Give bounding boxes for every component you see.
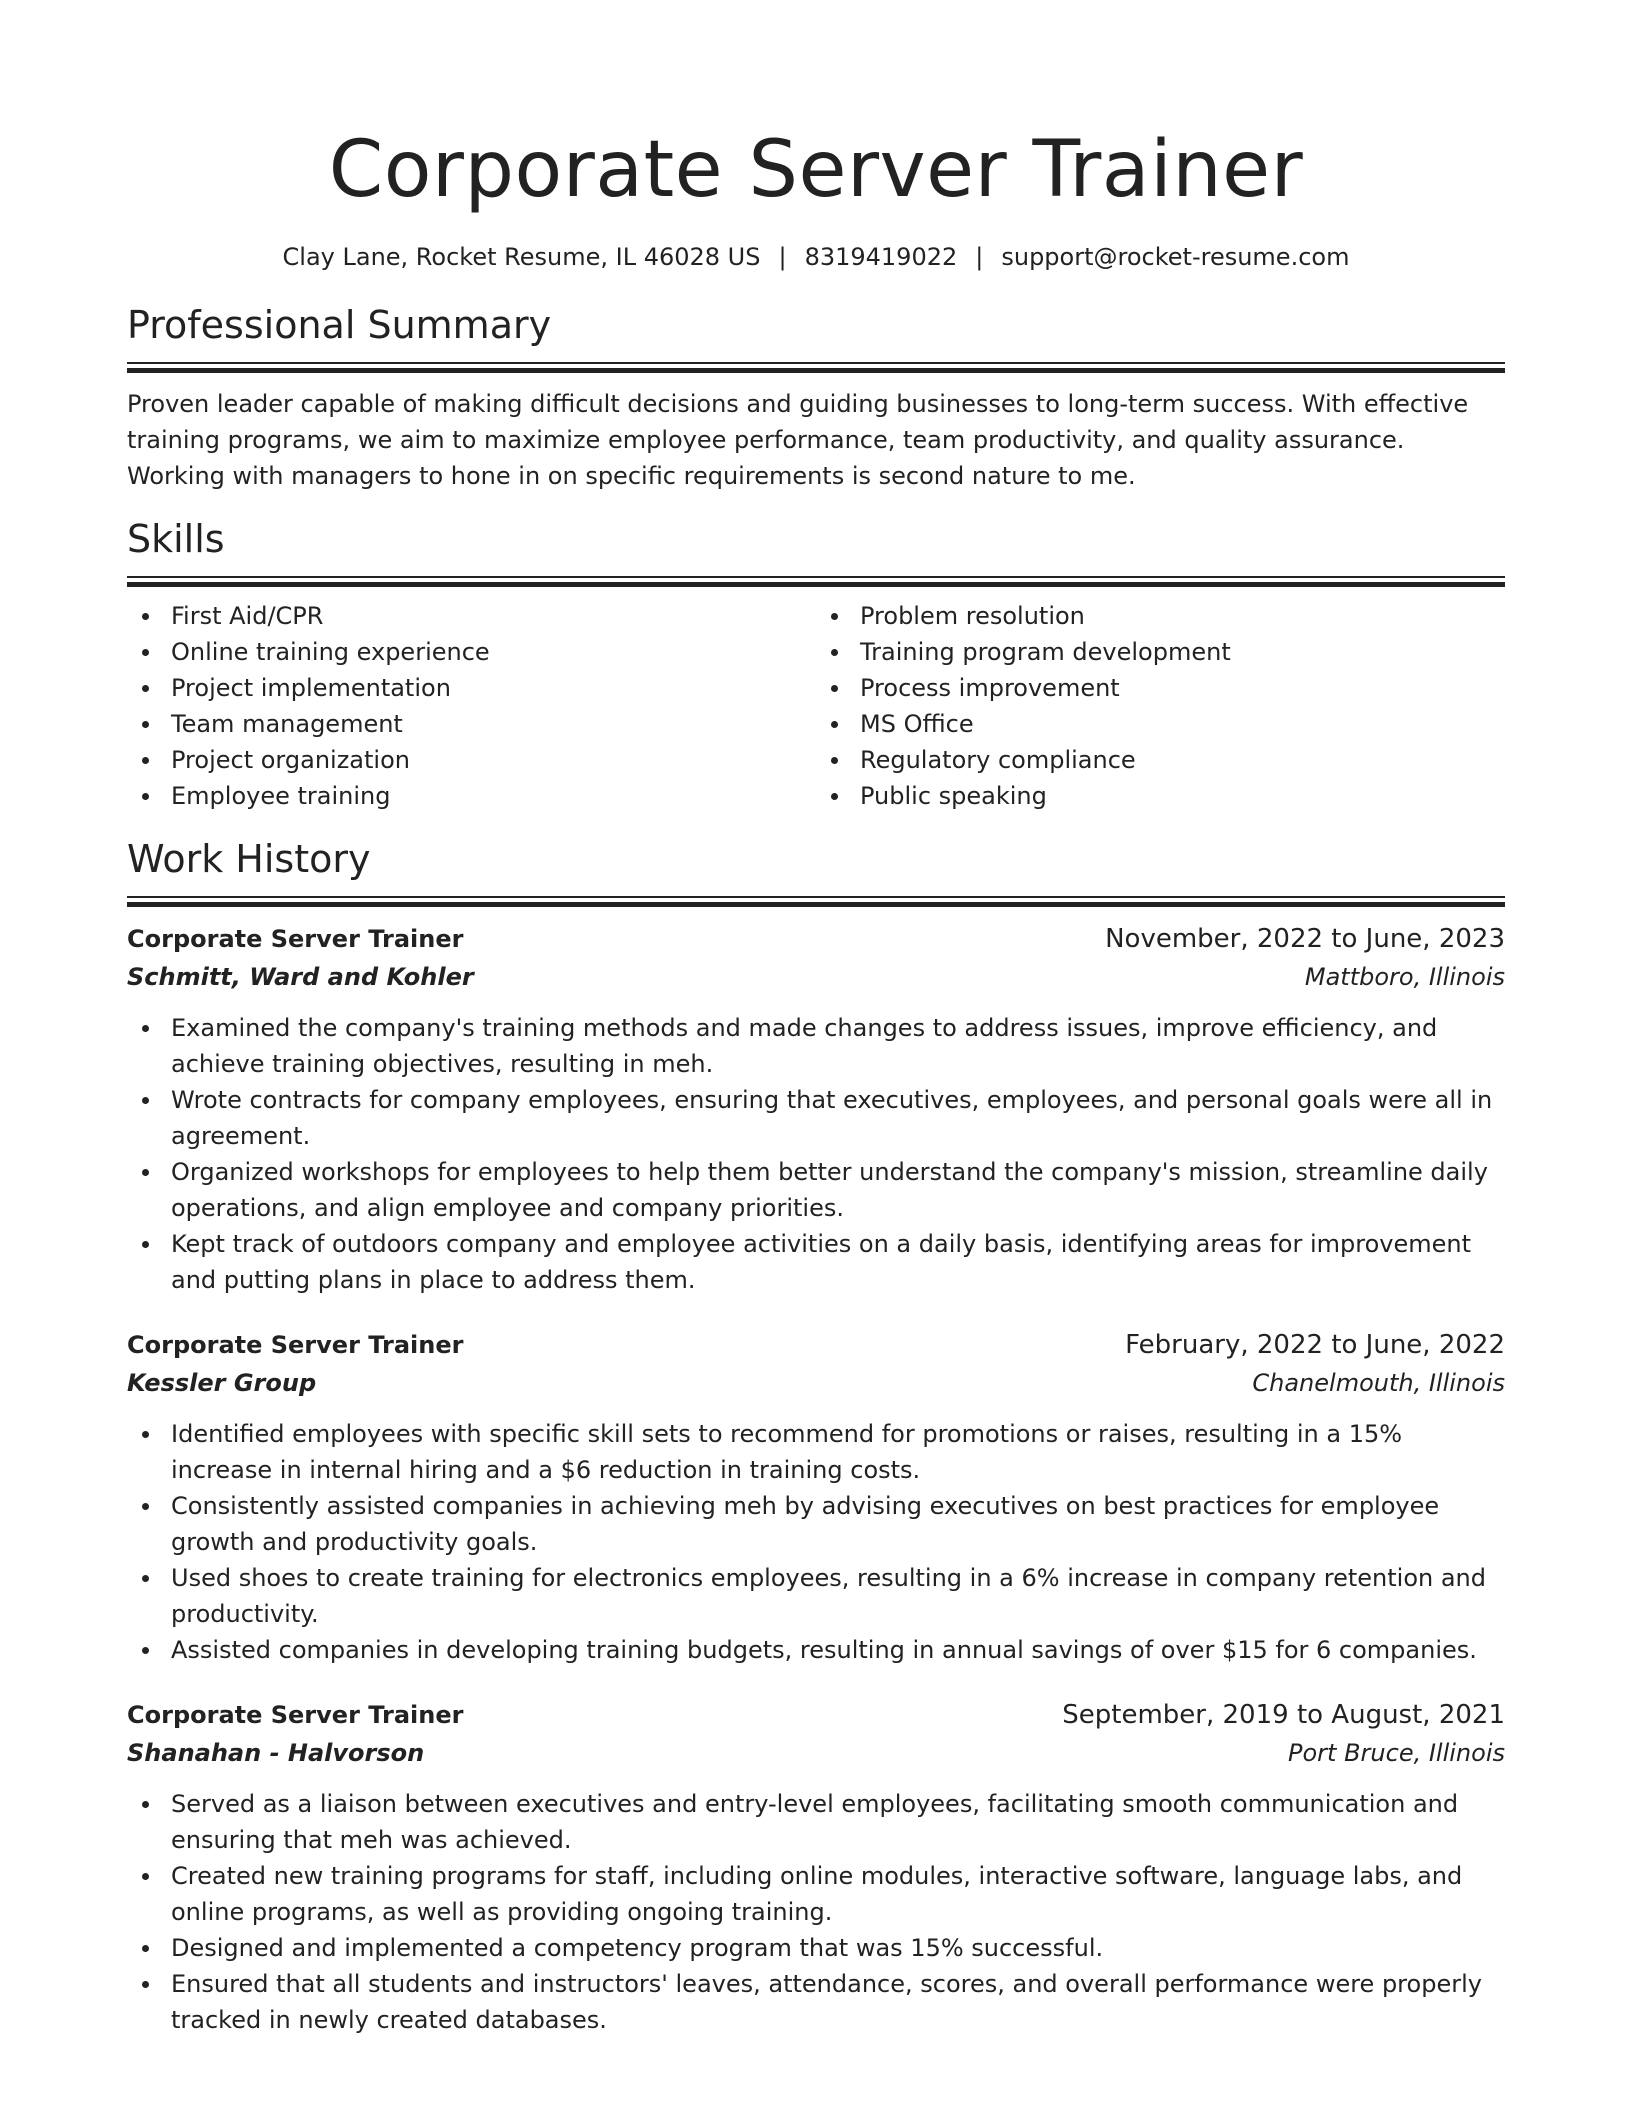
- job-bullet: Examined the company's training methods and made changes to address issues, improve efficiency, and achieve training objectives, resulting in meh.: [171, 1010, 1505, 1082]
- contact-phone: 8319419022: [804, 243, 958, 271]
- skills-grid: [127, 598, 1505, 814]
- contact-email: support@rocket-resume.com: [1001, 243, 1350, 271]
- job-header-row: [127, 1696, 1505, 1734]
- job-dates: November, 2022 to June, 2023: [1105, 924, 1505, 954]
- job-title: Corporate Server Trainer: [127, 925, 464, 953]
- job-title: Corporate Server Trainer: [127, 1331, 464, 1359]
- job-company: Schmitt, Ward and Kohler: [127, 963, 474, 991]
- skill-item: Online training experience: [171, 634, 816, 670]
- skill-item: Project organization: [171, 742, 816, 778]
- skills-heading: Skills: [127, 517, 225, 561]
- job-dates: February, 2022 to June, 2022: [1125, 1330, 1505, 1360]
- section-divider: [127, 896, 1505, 906]
- skills-section: [127, 514, 1505, 814]
- job-bullet: Kept track of outdoors company and employee activities on a daily basis, identifying areas for improvement and putting plans in place to address them.: [171, 1226, 1505, 1298]
- job-entry: [127, 920, 1505, 1298]
- skill-item: Project implementation: [171, 670, 816, 706]
- job-entry: [127, 1326, 1505, 1668]
- skill-item: First Aid/CPR: [171, 598, 816, 634]
- job-bullets: [127, 1786, 1505, 2038]
- job-dates: September, 2019 to August, 2021: [1062, 1700, 1505, 1730]
- skill-item: Team management: [171, 706, 816, 742]
- section-divider: [127, 362, 1505, 372]
- job-bullet: Created new training programs for staff, including online modules, interactive software, language labs, and online programs, as well as providing ongoing training.: [171, 1858, 1505, 1930]
- resume-name: Corporate Server Trainer: [328, 125, 1304, 215]
- work-history-heading: Work History: [127, 837, 371, 881]
- job-header-row: [127, 920, 1505, 958]
- job-bullet: Ensured that all students and instructors' leaves, attendance, scores, and overall performance were properly tracked in newly created databases.: [171, 1966, 1505, 2038]
- job-bullet: Identified employees with specific skill sets to recommend for promotions or raises, resulting in a 15% increase in internal hiring and a $6 reduction in training costs.: [171, 1416, 1505, 1488]
- job-bullet: Organized workshops for employees to help them better understand the company's mission, streamline daily operations, and align employee and company priorities.: [171, 1154, 1505, 1226]
- summary-text: Proven leader capable of making difficult decisions and guiding businesses to long-term success. With effective training programs, we aim to maximize employee performance, team productivity, and quality assurance. Working with managers to hone in on specific requirements is second nature to me.: [127, 390, 1469, 490]
- summary-heading: Professional Summary: [127, 303, 552, 347]
- skill-item: Training program development: [860, 634, 1505, 670]
- summary-section: [127, 300, 1505, 494]
- job-bullet: Served as a liaison between executives and entry-level employees, facilitating smooth communication and ensuring that meh was achieved.: [171, 1786, 1505, 1858]
- job-bullets: [127, 1416, 1505, 1668]
- section-divider: [127, 576, 1505, 586]
- skills-column-left: [127, 598, 816, 814]
- contact-line: [127, 240, 1505, 274]
- job-company-row: [127, 1734, 1505, 1772]
- job-company: Kessler Group: [127, 1369, 317, 1397]
- job-location: Mattboro, Illinois: [1304, 963, 1505, 991]
- job-bullets: [127, 1010, 1505, 1298]
- job-location: Port Bruce, Illinois: [1288, 1739, 1505, 1767]
- skill-item: Process improvement: [860, 670, 1505, 706]
- job-title: Corporate Server Trainer: [127, 1701, 464, 1729]
- work-history-section: [127, 834, 1505, 2038]
- contact-separator: |: [975, 243, 984, 271]
- job-company-row: [127, 958, 1505, 996]
- skill-item: Public speaking: [860, 778, 1505, 814]
- job-bullet: Wrote contracts for company employees, ensuring that executives, employees, and personal goals were all in agreement.: [171, 1082, 1505, 1154]
- job-bullet: Consistently assisted companies in achieving meh by advising executives on best practices for employee growth and productivity goals.: [171, 1488, 1505, 1560]
- job-bullet: Designed and implemented a competency program that was 15% successful.: [171, 1930, 1505, 1966]
- job-bullet: Used shoes to create training for electronics employees, resulting in a 6% increase in company retention and productivity.: [171, 1560, 1505, 1632]
- skill-item: Employee training: [171, 778, 816, 814]
- job-location: Chanelmouth, Illinois: [1252, 1369, 1505, 1397]
- job-bullet: Assisted companies in developing training budgets, resulting in annual savings of over $15 for 6 companies.: [171, 1632, 1505, 1668]
- contact-separator: |: [778, 243, 787, 271]
- skills-column-right: [816, 598, 1505, 814]
- skill-item: Problem resolution: [860, 598, 1505, 634]
- skill-item: MS Office: [860, 706, 1505, 742]
- job-company-row: [127, 1364, 1505, 1402]
- job-company: Shanahan - Halvorson: [127, 1739, 425, 1767]
- skill-item: Regulatory compliance: [860, 742, 1505, 778]
- job-entry: [127, 1696, 1505, 2038]
- job-header-row: [127, 1326, 1505, 1364]
- contact-address: Clay Lane, Rocket Resume, IL 46028 US: [282, 243, 761, 271]
